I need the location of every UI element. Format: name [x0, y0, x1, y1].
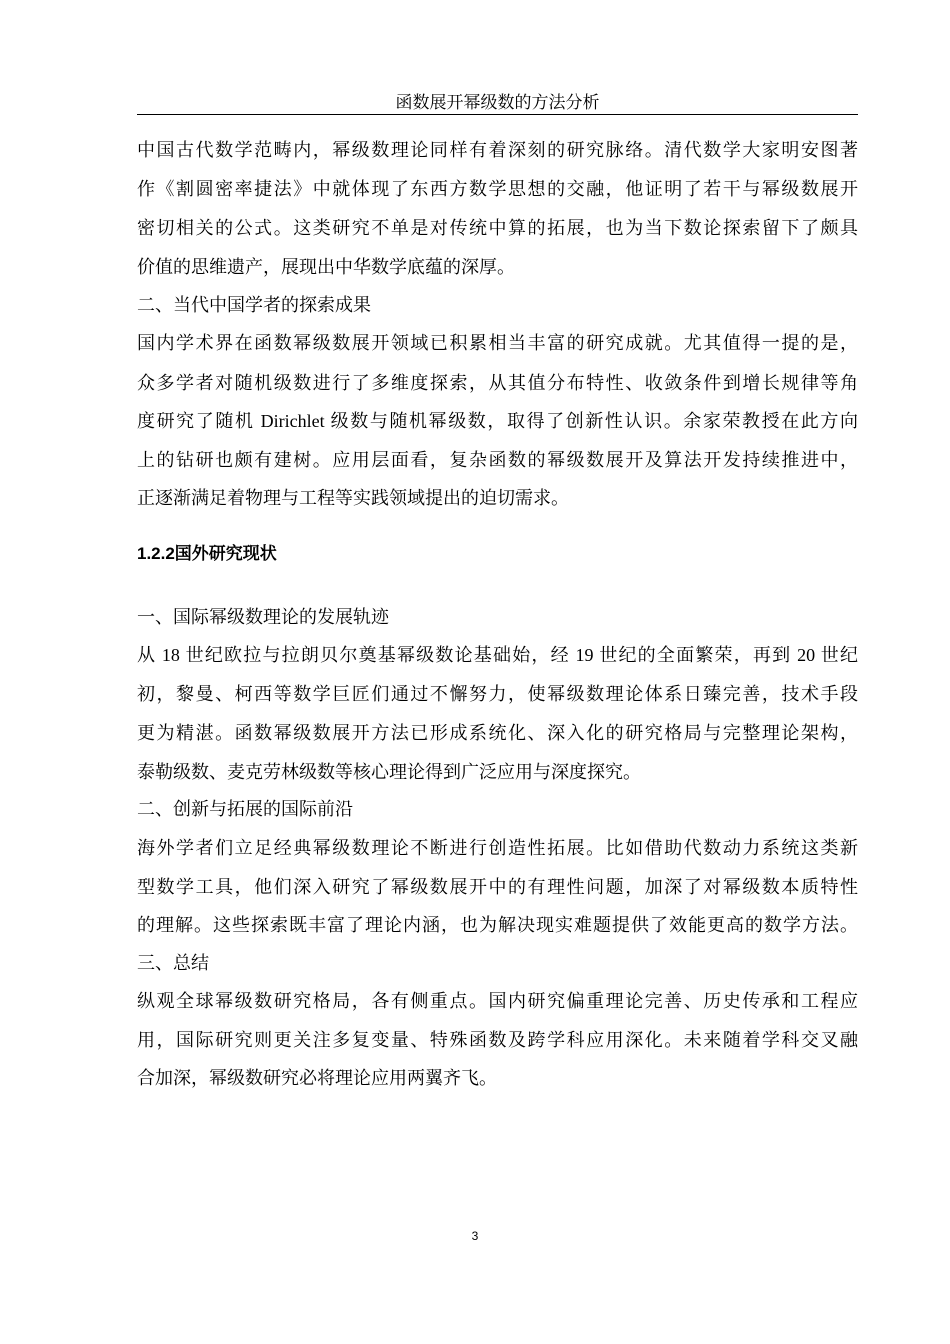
subheading: 二、当代中国学者的探索成果	[137, 295, 371, 315]
paragraph-line: 泰勒级数、麦克劳林级数等核心理论得到广泛应用与深度探究。	[137, 762, 641, 782]
paragraph-line: 用，国际研究则更关注多复变量、特殊函数及跨学科应用深化。未来随着学科交叉融	[137, 1030, 858, 1050]
paragraph-line: 从 18 世纪欧拉与拉朗贝尔奠基幂级数论基础始，经 19 世纪的全面繁荣，再到 20 世纪	[137, 645, 858, 665]
paragraph-line: 初，黎曼、柯西等数学巨匠们通过不懈努力，使幂级数理论体系日臻完善，技术手段	[137, 684, 858, 704]
paragraph-line: 的理解。这些探索既丰富了理论内涵，也为解决现实难题提供了效能更高的数学方法。	[137, 915, 858, 935]
paragraph-line: 纵观全球幂级数研究格局，各有侧重点。国内研究偏重理论完善、历史传承和工程应	[137, 991, 858, 1011]
section-heading: 1.2.2国外研究现状	[137, 544, 277, 563]
paragraph-line: 作《割圆密率捷法》中就体现了东西方数学思想的交融，他证明了若干与幂级数展开	[137, 179, 858, 199]
header-rule	[137, 114, 858, 115]
paragraph-line: 海外学者们立足经典幂级数理论不断进行创造性拓展。比如借助代数动力系统这类新	[137, 838, 858, 858]
paragraph-line: 国内学术界在函数幂级数展开领域已积累相当丰富的研究成就。尤其值得一提的是，	[137, 333, 858, 353]
paragraph-line: 正逐渐满足着物理与工程等实践领域提出的迫切需求。	[137, 488, 569, 508]
paragraph-line: 型数学工具，他们深入研究了幂级数展开中的有理性问题，加深了对幂级数本质特性	[137, 877, 858, 897]
paragraph-line: 中国古代数学范畴内，幂级数理论同样有着深刻的研究脉络。清代数学大家明安图著	[137, 140, 858, 160]
page-number: 3	[471, 1229, 479, 1243]
paragraph-line: 更为精湛。函数幂级数展开方法已形成系统化、深入化的研究格局与完整理论架构，	[137, 723, 858, 743]
paragraph-line: 合加深，幂级数研究必将理论应用两翼齐飞。	[137, 1068, 497, 1088]
subheading: 二、创新与拓展的国际前沿	[137, 799, 353, 819]
paragraph-line: 众多学者对随机级数进行了多维度探索，从其值分布特性、收敛条件到增长规律等角	[137, 373, 858, 393]
running-header: 函数展开幂级数的方法分析	[395, 93, 600, 112]
subheading: 三、总结	[137, 953, 209, 973]
paragraph-line: 价值的思维遗产，展现出中华数学底蕴的深厚。	[137, 257, 515, 277]
paragraph-line: 密切相关的公式。这类研究不单是对传统中算的拓展，也为当下数论探索留下了颇具	[137, 218, 858, 238]
paragraph-line: 上的钻研也颇有建树。应用层面看，复杂函数的幂级数展开及算法开发持续推进中，	[137, 450, 858, 470]
paragraph-line: 度研究了随机 Dirichlet 级数与随机幂级数，取得了创新性认识。余家荣教授在此方向	[137, 411, 858, 431]
subheading: 一、国际幂级数理论的发展轨迹	[137, 607, 389, 627]
